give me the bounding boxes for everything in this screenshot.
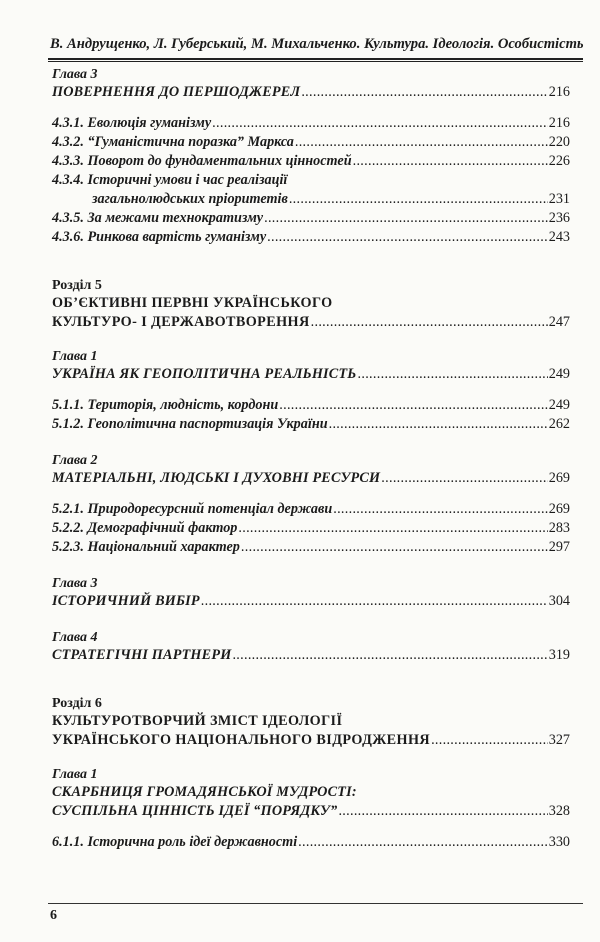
chapter-label: Глава 3: [52, 67, 98, 82]
dot-leader: [333, 500, 548, 519]
entry-title: 4.3.2. “Гуманістична поразка” Маркса: [52, 134, 294, 150]
dot-leader: [301, 83, 547, 102]
entry-page: 216: [548, 115, 570, 131]
entry-page: 269: [548, 501, 570, 517]
entry-page: 249: [548, 366, 570, 382]
header-rule-thin: [48, 61, 583, 62]
entry-title: 4.3.3. Поворот до фундаментальних цінностей: [52, 153, 352, 169]
entry-page: 283: [548, 520, 570, 536]
entry-page: 226: [548, 153, 570, 169]
subsection-entry: [52, 396, 570, 415]
dot-leader: [201, 592, 548, 611]
subsection-entry: [52, 152, 570, 171]
entry-page: 330: [548, 834, 570, 850]
dot-leader: [295, 133, 548, 152]
entry-title-line2: [52, 731, 570, 750]
entry-title-line1: 4.3.4. Історичні умови і час реалізації: [52, 172, 288, 188]
dot-leader: [241, 538, 548, 557]
dot-leader: [238, 519, 547, 538]
dot-leader: [267, 228, 548, 247]
dot-leader: [212, 114, 548, 133]
subsection-entry: [52, 228, 570, 247]
entry-title: КУЛЬТУРО- І ДЕРЖАВОТВОРЕННЯ: [52, 314, 310, 330]
entry-title-line1: ОБ’ЄКТИВНІ ПЕРВНІ УКРАЇНСЬКОГО: [52, 295, 333, 311]
entry-page: 304: [548, 593, 570, 609]
entry-page: 328: [548, 803, 570, 819]
entry-page: 220: [548, 134, 570, 150]
table-of-contents: [52, 66, 570, 852]
header-rule: [48, 58, 583, 60]
entry-page: 249: [548, 397, 570, 413]
entry-title: загальнолюдських пріоритетів: [92, 191, 288, 207]
entry-title: 6.1.1. Історична роль ідеї державності: [52, 834, 298, 850]
subsection-entry: [52, 114, 570, 133]
dot-leader: [264, 209, 548, 228]
dot-leader: [232, 646, 547, 665]
entry-title-line2: [52, 802, 570, 821]
chapter-label: Глава 1: [52, 349, 98, 364]
entry-title: 4.3.6. Ринкова вартість гуманізму: [52, 229, 267, 245]
entry-page: 236: [548, 210, 570, 226]
dot-leader: [338, 802, 547, 821]
dot-leader: [298, 833, 548, 852]
entry-title: 5.2.1. Природоресурсний потенціал держави: [52, 501, 333, 517]
dot-leader: [279, 396, 547, 415]
chapter-title-entry: [52, 469, 570, 488]
entry-page: 262: [548, 416, 570, 432]
subsection-entry: [52, 519, 570, 538]
section-title-entry: [52, 712, 570, 750]
dot-leader: [358, 365, 548, 384]
chapter-label: Глава 1: [52, 767, 98, 782]
dot-leader: [289, 190, 548, 209]
entry-title: 5.2.2. Демографічний фактор: [52, 520, 238, 536]
entry-title-line1: КУЛЬТУРОТВОРЧИЙ ЗМІСТ ІДЕОЛОГІЇ: [52, 713, 343, 729]
entry-page: 297: [548, 539, 570, 555]
chapter-title-entry: [52, 365, 570, 384]
dot-leader: [329, 415, 548, 434]
chapter-title-entry: [52, 783, 570, 821]
entry-page: 247: [548, 314, 570, 330]
entry-title: МАТЕРІАЛЬНІ, ЛЮДСЬКІ І ДУХОВНІ РЕСУРСИ: [52, 470, 381, 486]
entry-title: 5.1.2. Геополітична паспортизація України: [52, 416, 328, 432]
dot-leader: [353, 152, 548, 171]
entry-title: СУСПІЛЬНА ЦІННІСТЬ ІДЕЇ “ПОРЯДКУ”: [52, 803, 338, 819]
entry-title: УКРАЇНСЬКОГО НАЦІОНАЛЬНОГО ВІДРОДЖЕННЯ: [52, 732, 431, 748]
section-title-entry: [52, 294, 570, 332]
subsection-entry: [52, 415, 570, 434]
entry-page: 327: [548, 732, 570, 748]
subsection-entry: [52, 171, 570, 209]
subsection-entry: [52, 500, 570, 519]
subsection-entry: [52, 209, 570, 228]
dot-leader: [381, 469, 547, 488]
subsection-entry: [52, 833, 570, 852]
entry-page: 216: [548, 84, 570, 100]
chapter-title-entry: [52, 83, 570, 102]
footer-rule: [48, 903, 583, 904]
entry-title: 5.1.1. Територія, людність, кордони: [52, 397, 279, 413]
subsection-entry: [52, 538, 570, 557]
chapter-label: Глава 3: [52, 576, 98, 591]
entry-page: 269: [548, 470, 570, 486]
entry-page: 243: [548, 229, 570, 245]
running-header: В. Андрущенко, Л. Губерський, М. Михальченко. Культура. Ідеологія. Особистість: [50, 36, 584, 52]
entry-title: 5.2.3. Національний характер: [52, 539, 240, 555]
section-label: Розділ 5: [52, 278, 102, 293]
entry-title: ІСТОРИЧНИЙ ВИБІР: [52, 593, 200, 609]
entry-title-line2: [52, 190, 570, 209]
entry-page: 319: [548, 647, 570, 663]
dot-leader: [311, 313, 548, 332]
chapter-label: Глава 4: [52, 630, 98, 645]
entry-page: 231: [548, 191, 570, 207]
entry-title: 4.3.5. За межами технократизму: [52, 210, 264, 226]
entry-title: ПОВЕРНЕННЯ ДО ПЕРШОДЖЕРЕЛ: [52, 84, 301, 100]
entry-title: 4.3.1. Еволюція гуманізму: [52, 115, 212, 131]
page-number: 6: [50, 908, 57, 923]
chapter-title-entry: [52, 592, 570, 611]
section-label: Розділ 6: [52, 696, 102, 711]
entry-title-line2: [52, 313, 570, 332]
chapter-title-entry: [52, 646, 570, 665]
entry-title: СТРАТЕГІЧНІ ПАРТНЕРИ: [52, 647, 232, 663]
subsection-entry: [52, 133, 570, 152]
entry-title-line1: СКАРБНИЦЯ ГРОМАДЯНСЬКОЇ МУДРОСТІ:: [52, 784, 357, 800]
chapter-label: Глава 2: [52, 453, 98, 468]
dot-leader: [431, 731, 548, 750]
entry-title: УКРАЇНА ЯК ГЕОПОЛІТИЧНА РЕАЛЬНІСТЬ: [52, 366, 357, 382]
